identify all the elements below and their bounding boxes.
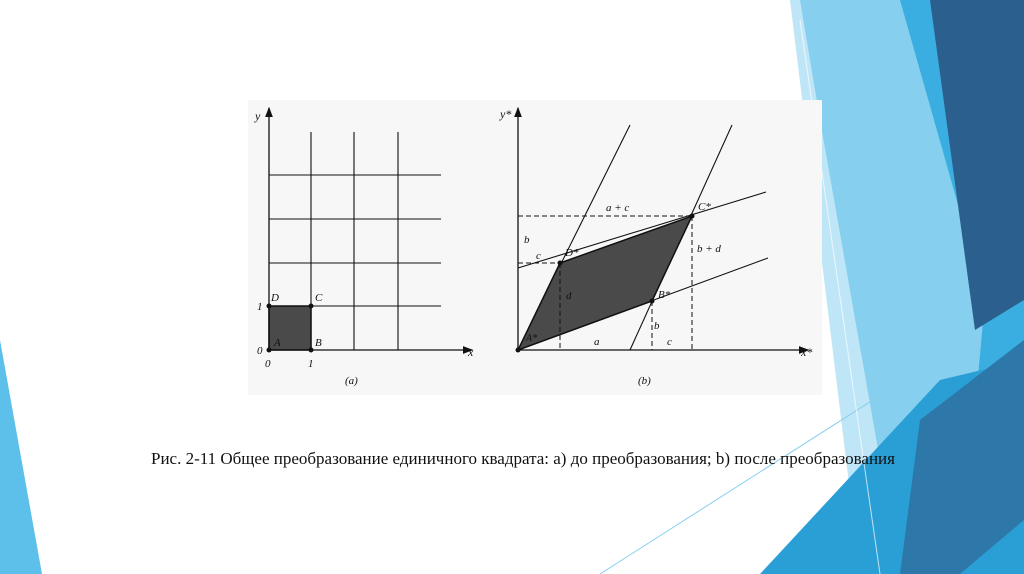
point-label-c-star: C* <box>698 201 711 213</box>
y-axis-label-b: y* <box>500 107 512 121</box>
point-label-c: C <box>315 292 323 304</box>
label-b-left: b <box>524 234 530 246</box>
panel-label-a: (a) <box>345 375 358 387</box>
y-axis-label-a: y <box>255 109 261 123</box>
panel-label-b: (b) <box>638 375 651 387</box>
label-c-left: c <box>536 250 541 262</box>
vertex-a-star <box>516 348 521 353</box>
point-label-a-star: A* <box>526 333 538 344</box>
tick-x1: 1 <box>308 358 314 370</box>
figure-caption: Рис. 2-11 Общее преобразование единичного квадрата: а) до преобразования; b) после преобразования <box>151 449 895 468</box>
point-label-a: A <box>274 337 281 349</box>
vertex-d <box>267 304 272 309</box>
label-a-bottom: a <box>594 336 600 348</box>
point-label-b: B <box>315 337 322 349</box>
grid-a-vertical <box>311 132 398 350</box>
label-b-inner: b <box>654 320 660 332</box>
vertex-d-star <box>558 261 563 266</box>
vertex-b-star <box>650 299 655 304</box>
vertex-a <box>267 348 272 353</box>
transformation-figure <box>248 100 822 395</box>
label-c-bottom: c <box>667 336 672 348</box>
tick-y0: 0 <box>257 345 263 357</box>
label-b-plus-d: b + d <box>697 243 721 255</box>
label-a-plus-c: a + c <box>606 202 630 214</box>
tick-y1: 1 <box>257 301 263 313</box>
tick-x0: 0 <box>265 358 271 370</box>
vertex-c-star <box>690 214 695 219</box>
vertex-c <box>309 304 314 309</box>
point-label-b-star: B* <box>658 289 671 301</box>
figure-svg <box>248 100 822 395</box>
transformed-parallelogram <box>518 216 692 350</box>
grid-a-horizontal <box>269 175 441 306</box>
point-label-d: D <box>271 292 279 304</box>
label-d: d <box>566 290 572 302</box>
x-axis-label-a: x <box>468 345 474 359</box>
point-label-d-star: D* <box>565 247 579 259</box>
x-axis-label-b: x* <box>801 345 813 359</box>
panel-b <box>499 107 812 387</box>
vertex-b <box>309 348 314 353</box>
panel-a <box>254 108 474 387</box>
